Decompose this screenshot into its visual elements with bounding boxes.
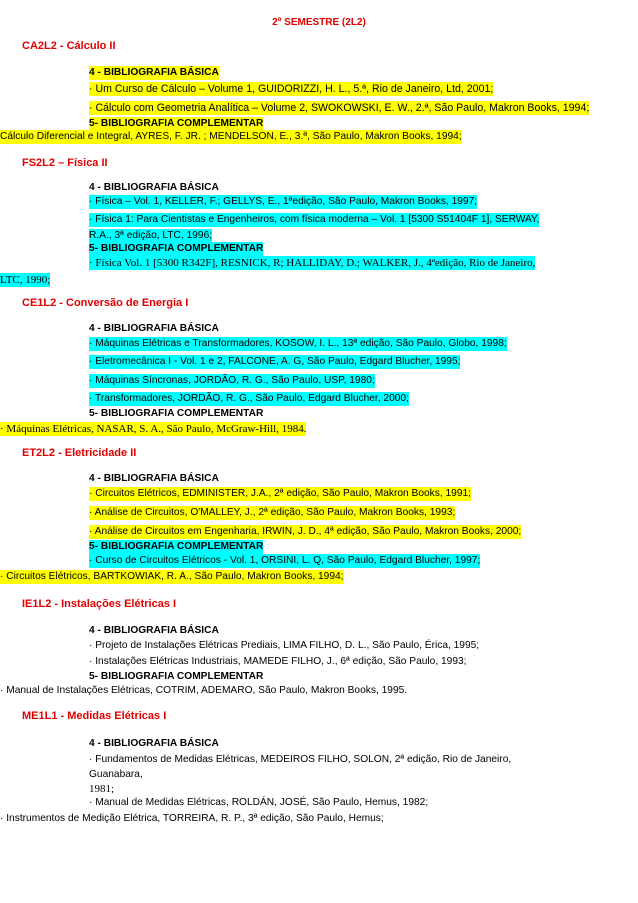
basic-bibliography-header: 4 - BIBLIOGRAFIA BÁSICA	[89, 67, 219, 78]
bibliography-entry: · Transformadores, JORDÃO, R. G., São Paulo, Edgard Blucher, 2000;	[89, 393, 409, 404]
basic-bibliography-header: 4 - BIBLIOGRAFIA BÁSICA	[89, 323, 219, 334]
bibliography-entry: · Eletromecânica I - Vol. 1 e 2, FALCONE, A. G, São Paulo, Edgard Blucher, 1995;	[89, 356, 461, 367]
bibliography-entry: Cálculo Diferencial e Integral, AYRES, F. JR. ; MENDELSON, E., 3.ª, São Paulo, Makron Books, 1994;	[0, 131, 462, 142]
bibliography-entry: LTC, 1990;	[0, 274, 51, 286]
complementary-bibliography-header: 5- BIBLIOGRAFIA COMPLEMENTAR	[89, 671, 264, 682]
bibliography-entry: R.A., 3ª edição, LTC, 1996;	[89, 230, 213, 241]
bibliography-entry: · Instrumentos de Medição Elétrica, TORREIRA, R. P., 3ª edição, São Paulo, Hemus;	[0, 813, 384, 824]
course-heading-ca2l2: CA2L2 - Cálculo II	[22, 40, 116, 52]
basic-bibliography-header: 4 - BIBLIOGRAFIA BÁSICA	[89, 473, 219, 484]
page-title: 2º SEMESTRE (2L2)	[272, 17, 366, 28]
bibliography-entry: 1981;	[89, 783, 115, 795]
bibliography-entry: Guanabara,	[89, 769, 143, 780]
basic-bibliography-header: 4 - BIBLIOGRAFIA BÁSICA	[89, 182, 219, 193]
bibliography-entry: · Cálculo com Geometria Analítica – Volume 2, SWOKOWSKI, E. W., 2.ª, São Paulo, Makron Books, 1994;	[89, 102, 590, 114]
bibliography-entry: · Manual de Medidas Elétricas, ROLDÁN, JOSÉ, São Paulo, Hemus, 1982;	[89, 797, 429, 808]
course-heading-ie1l2: IE1L2 - Instalações Elétricas I	[22, 598, 177, 610]
bibliography-entry: · Análise de Circuitos, O'MALLEY, J., 2ª edição, São Paulo, Makron Books, 1993;	[89, 507, 456, 518]
basic-bibliography-header: 4 - BIBLIOGRAFIA BÁSICA	[89, 738, 219, 749]
complementary-bibliography-header: 5- BIBLIOGRAFIA COMPLEMENTAR	[89, 408, 264, 419]
bibliography-entry: · Máquinas Elétricas e Transformadores, KOSOW, I. L., 13ª edição, São Paulo, Globo, 1998;	[89, 338, 507, 349]
bibliography-entry: · Máquinas Síncronas, JORDÃO, R. G., São Paulo, USP, 1980;	[89, 375, 375, 386]
complementary-bibliography-header: 5- BIBLIOGRAFIA COMPLEMENTAR	[89, 243, 264, 254]
bibliography-entry: · Análise de Circuitos em Engenharia, IRWIN, J. D., 4ª edição, São Paulo, Makron Books, 2000;	[89, 526, 522, 537]
course-heading-et2l2: ET2L2 - Eletricidade II	[22, 447, 137, 459]
course-heading-ce1l2: CE1L2 - Conversão de Energia I	[22, 297, 189, 309]
bibliography-entry: · Circuitos Elétricos, EDMINISTER, J.A., 2ª edição, São Paulo, Makron Books, 1991;	[89, 488, 471, 499]
bibliography-entry: · Manual de Instalações Elétricas, COTRIM, ADEMARO, São Paulo, Makron Books, 1995.	[0, 685, 408, 696]
bibliography-entry: · Física – Vol. 1, KELLER, F.; GELLYS, E., 1ªedição, São Paulo, Makron Books, 1997;	[89, 196, 478, 207]
bibliography-entry: · Circuitos Elétricos, BARTKOWIAK, R. A., São Paulo, Makron Books, 1994;	[0, 571, 344, 582]
bibliography-entry: · Projeto de Instalações Elétricas Prediais, LIMA FILHO, D. L., São Paulo, Érica, 1995;	[89, 640, 480, 651]
complementary-bibliography-header: 5- BIBLIOGRAFIA COMPLEMENTAR	[89, 118, 264, 129]
basic-bibliography-header: 4 - BIBLIOGRAFIA BÁSICA	[89, 625, 219, 636]
course-heading-me1l1: ME1L1 - Medidas Elétricas I	[22, 710, 167, 722]
bibliography-entry: · Um Curso de Cálculo – Volume 1, GUIDORIZZI, H. L., 5.ª, Rio de Janeiro, Ltd, 2001;	[89, 83, 494, 95]
bibliography-entry: · Física Vol. 1 [5300 R342F], RESNICK, R; HALLIDAY, D.; WALKER, J., 4ªedição, Rio de Janeiro,	[89, 257, 536, 269]
bibliography-entry: · Curso de Circuitos Elétricos - Vol. 1, ORSINI, L. Q, São Paulo, Edgard Blucher, 1997;	[89, 555, 481, 566]
bibliography-entry: · Máquinas Elétricas, NASAR, S. A., São Paulo, McGraw-Hill, 1984.	[0, 423, 307, 435]
bibliography-entry: · Física 1: Para Cientistas e Engenheiros, com física moderna – Vol. 1 [5300 S51404F 1], SERWAY,	[89, 214, 540, 225]
bibliography-entry: · Instalações Elétricas Industriais, MAMEDE FILHO, J., 6ª edição, São Paulo, 1993;	[89, 656, 467, 667]
bibliography-entry: · Fundamentos de Medidas Elétricas, MEDEIROS FILHO, SOLON, 2ª edição, Rio de Janeiro,	[89, 754, 512, 765]
complementary-bibliography-header: 5- BIBLIOGRAFIA COMPLEMENTAR	[89, 541, 264, 552]
course-heading-fs2l2: FS2L2 – Física II	[22, 157, 108, 169]
